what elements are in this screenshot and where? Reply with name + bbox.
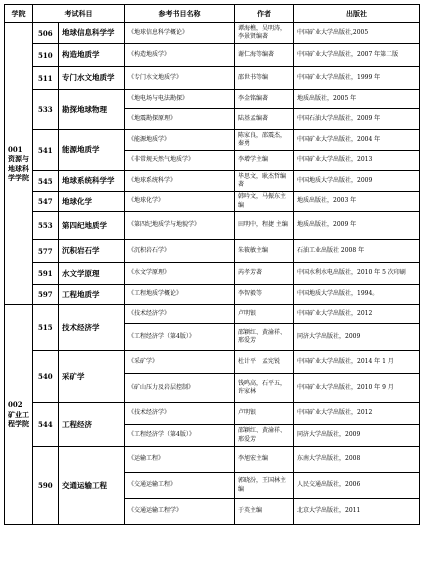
- book-publisher: 中国矿业大学出版社，2012: [294, 305, 420, 324]
- book-publisher: 地质出版社，2009 年: [294, 212, 420, 240]
- subject-name: 能源地质学: [59, 130, 125, 171]
- table-row: [5, 212, 420, 240]
- book-publisher: 地质出版社，2003 年: [294, 192, 420, 212]
- book-author: 邵世书等编: [235, 67, 294, 90]
- book-publisher: 同济大学出版社，2009: [294, 425, 420, 447]
- book-title: 《沉积岩石学》: [125, 240, 235, 263]
- book-title: 《工程经济学（第4版）》: [125, 324, 235, 351]
- header-subject: 考试科目: [33, 5, 125, 23]
- subject-code: 547: [33, 192, 59, 212]
- book-title: 《地震勘探原理》: [125, 109, 235, 130]
- book-publisher: 中国矿业大学出版社，2010 年 9 月: [294, 374, 420, 403]
- book-title: 《运输工程》: [125, 447, 235, 473]
- table-row: [5, 44, 420, 67]
- subject-name: 勘探地球物理: [59, 90, 125, 130]
- table-row: [5, 90, 420, 109]
- subject-name: 工程地质学: [59, 285, 125, 305]
- book-publisher: 中国地质大学出版社，2009: [294, 171, 420, 192]
- subject-code: 541: [33, 130, 59, 171]
- subject-name: 技术经济学: [59, 305, 125, 351]
- book-publisher: 中国地质大学出版社，1994。: [294, 285, 420, 305]
- subject-code: 506: [33, 23, 59, 44]
- book-author: 谢仁海等编著: [235, 44, 294, 67]
- subject-code: 511: [33, 67, 59, 90]
- book-author: 毕思文，耿杰哲编著: [235, 171, 294, 192]
- book-author: 李增学主编: [235, 151, 294, 171]
- school-name: 001 资源与地球科学学院: [5, 23, 33, 305]
- table-row: [5, 240, 420, 263]
- table-row: [5, 447, 420, 473]
- book-publisher: 中国石油大学出版社，2009 年: [294, 109, 420, 130]
- book-publisher: 北京大学出版社，2011: [294, 499, 420, 525]
- book-author: 李旭宏主编: [235, 447, 294, 473]
- book-author: 杜计平 孟宪锐: [235, 351, 294, 374]
- subject-name: 交通运输工程: [59, 447, 125, 525]
- table-row: [5, 285, 420, 305]
- subject-name: 工程经济: [59, 403, 125, 447]
- book-title: 《能源地质学》: [125, 130, 235, 151]
- book-title: 《工程地质学概论》: [125, 285, 235, 305]
- book-title: 《地球信息科学概论》: [125, 23, 235, 44]
- subject-code: 515: [33, 305, 59, 351]
- book-title: 《地球系统科学》: [125, 171, 235, 192]
- book-title: 《技术经济学》: [125, 305, 235, 324]
- book-title: 《第四纪地质学与地貌学》: [125, 212, 235, 240]
- book-author: 田明中，程捷 主编: [235, 212, 294, 240]
- book-title: 《地电场与电法勘探》: [125, 90, 235, 109]
- book-author: 于英主编: [235, 499, 294, 525]
- header-book-title: 参考书目名称: [125, 5, 235, 23]
- subject-code: 597: [33, 285, 59, 305]
- book-title: 《非常规天然气地质学》: [125, 151, 235, 171]
- book-publisher: 石油工业出版社 2008 年: [294, 240, 420, 263]
- table-row: [5, 130, 420, 151]
- book-publisher: 中国矿业大学出版社，2012: [294, 403, 420, 425]
- book-publisher: 人民交通出版社，2006: [294, 473, 420, 499]
- subject-code: 577: [33, 240, 59, 263]
- book-author: 韩吟文，马振东主编: [235, 192, 294, 212]
- header-school: 学院: [5, 5, 33, 23]
- subject-code: 590: [33, 447, 59, 525]
- book-publisher: 东南大学出版社，2008: [294, 447, 420, 473]
- book-author: 钱鸣高，石平五，许家林: [235, 374, 294, 403]
- subject-name: 地球系统科学学: [59, 171, 125, 192]
- subject-name: 构造地质学: [59, 44, 125, 67]
- book-title: 《交通运输工程学》: [125, 499, 235, 525]
- reference-book-table: [4, 4, 420, 525]
- subject-name: 沉积岩石学: [59, 240, 125, 263]
- school-name: 002 矿业工程学院: [5, 305, 33, 525]
- table-row: [5, 263, 420, 285]
- book-author: 朱筱敏主编: [235, 240, 294, 263]
- book-publisher: 中国矿业大学出版社,2005: [294, 23, 420, 44]
- book-author: 邵颖红、黄渝祥、邢爱芳: [235, 425, 294, 447]
- book-publisher: 同济大学出版社，2009: [294, 324, 420, 351]
- book-publisher: 地质出版社，2005 年: [294, 90, 420, 109]
- header-publisher: 出版社: [294, 5, 420, 23]
- book-publisher: 中国矿业大学出版社，1999 年: [294, 67, 420, 90]
- book-author: 卢明银: [235, 305, 294, 324]
- book-title: 《交通运输工程》: [125, 473, 235, 499]
- book-title: 《构造地质学》: [125, 44, 235, 67]
- header-author: 作者: [235, 5, 294, 23]
- subject-name: 水文学原理: [59, 263, 125, 285]
- book-publisher: 中国矿业大学出版社，2014 年 1 月: [294, 351, 420, 374]
- book-title: 《工程经济学（第4版）》: [125, 425, 235, 447]
- book-title: 《地球化学》: [125, 192, 235, 212]
- table-row: [5, 403, 420, 425]
- book-title: 《技术经济学》: [125, 403, 235, 425]
- book-publisher: 中国水利水电出版社，2010 年 5 次印刷: [294, 263, 420, 285]
- book-author: 邵颖红、黄渝祥、邢爱芳: [235, 324, 294, 351]
- book-publisher: 中国矿业大学出版社，2013: [294, 151, 420, 171]
- subject-code: 540: [33, 351, 59, 403]
- book-title: 《矿山压力及岩层控制》: [125, 374, 235, 403]
- table-row: [5, 305, 420, 324]
- book-publisher: 中国矿业大学出版社，2004 年: [294, 130, 420, 151]
- book-author: 陆基孟编著: [235, 109, 294, 130]
- book-author: 李金铭编著: [235, 90, 294, 109]
- book-title: 《采矿学》: [125, 351, 235, 374]
- table-row: [5, 351, 420, 374]
- book-title: 《专门水文地质学》: [125, 67, 235, 90]
- subject-code: 510: [33, 44, 59, 67]
- table-row: [5, 23, 420, 44]
- header-row: [5, 5, 420, 23]
- book-title: 《水文学原理》: [125, 263, 235, 285]
- table-row: [5, 192, 420, 212]
- subject-name: 地球信息科学学: [59, 23, 125, 44]
- subject-code: 545: [33, 171, 59, 192]
- book-author: 李智毅等: [235, 285, 294, 305]
- book-author: 郭晓汾，王国林主编: [235, 473, 294, 499]
- subject-name: 地球化学: [59, 192, 125, 212]
- book-author: 芮孝芳著: [235, 263, 294, 285]
- book-author: 陈家良，邵震杰，秦勇: [235, 130, 294, 151]
- table-row: [5, 171, 420, 192]
- book-author: 谭海樵，吴明涛，李景贤编著: [235, 23, 294, 44]
- subject-code: 553: [33, 212, 59, 240]
- subject-code: 544: [33, 403, 59, 447]
- subject-name: 采矿学: [59, 351, 125, 403]
- subject-name: 专门水文地质学: [59, 67, 125, 90]
- subject-name: 第四纪地质学: [59, 212, 125, 240]
- book-publisher: 中国矿业大学出版社，2007 年第二版: [294, 44, 420, 67]
- book-author: 卢明银: [235, 403, 294, 425]
- subject-code: 591: [33, 263, 59, 285]
- table-row: [5, 67, 420, 90]
- subject-code: 533: [33, 90, 59, 130]
